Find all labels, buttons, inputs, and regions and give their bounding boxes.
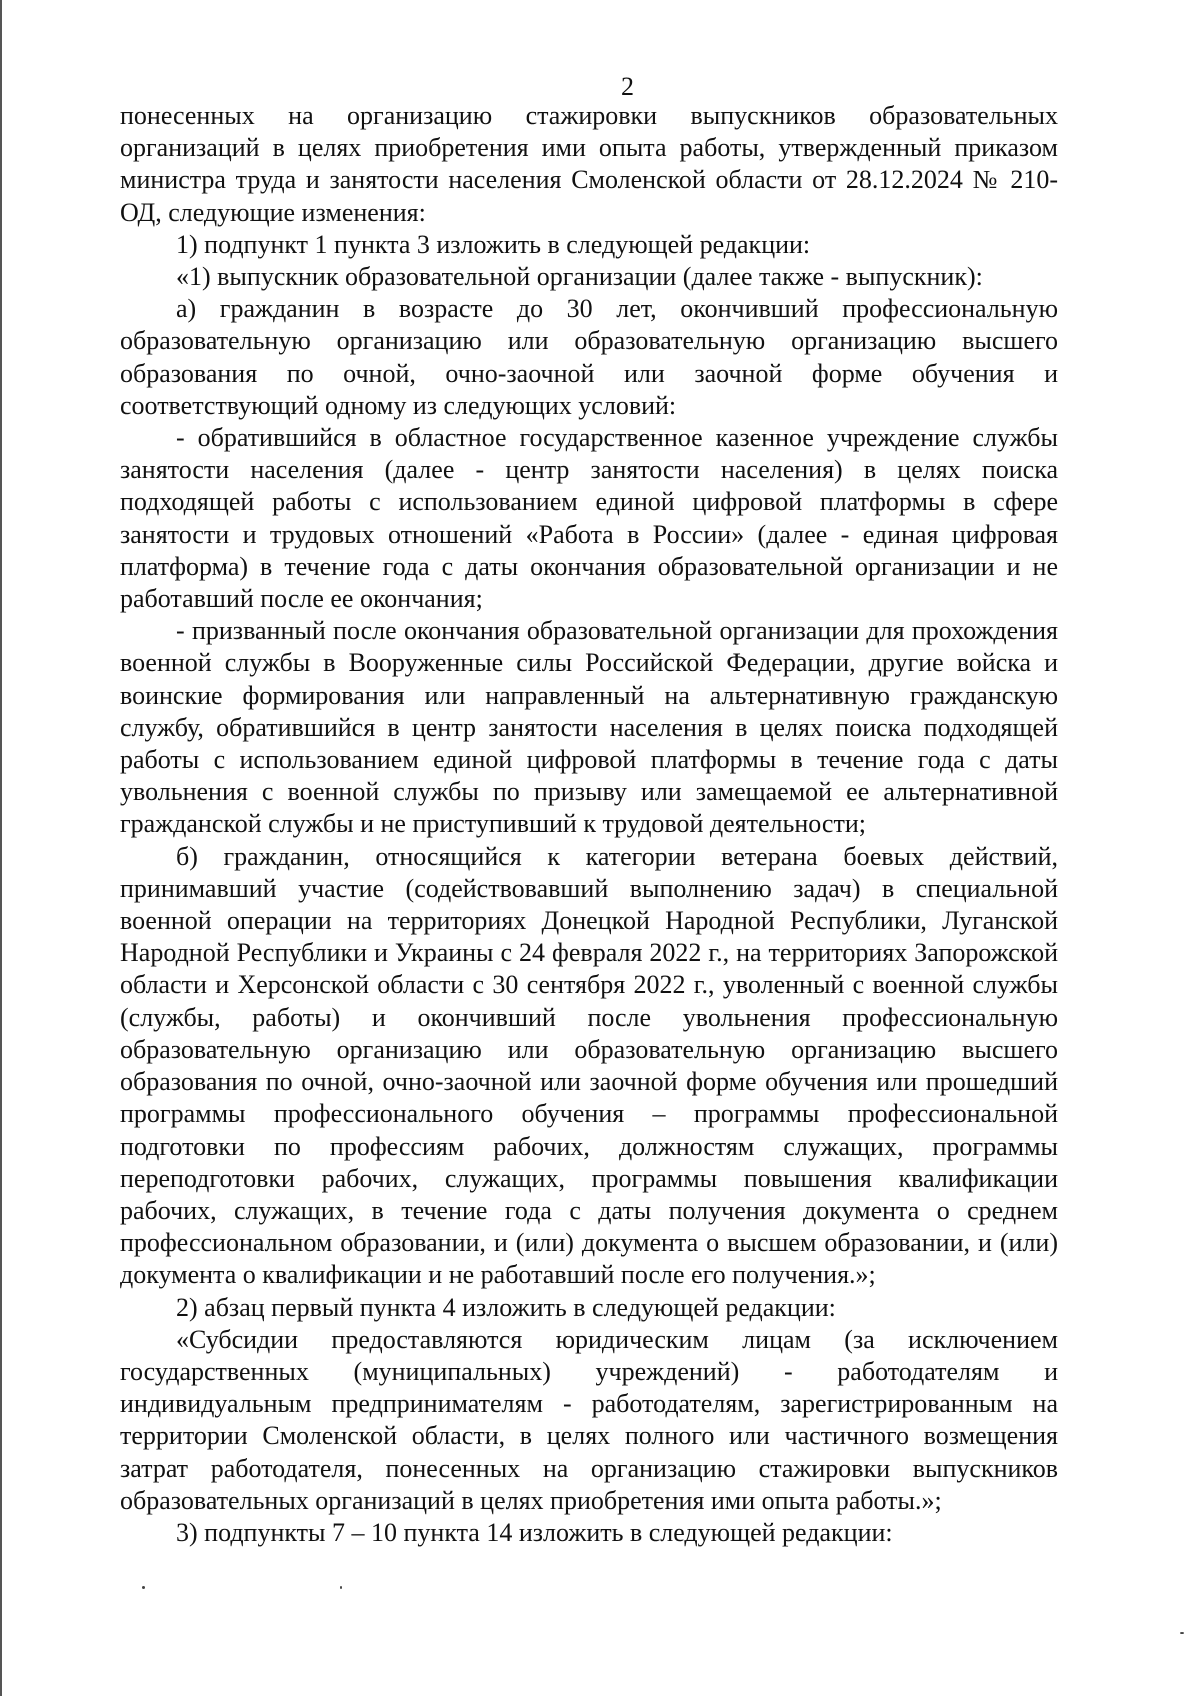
paragraph-quote-subsidies: «Субсидии предоставляются юридическим лицам (за исключением государственных (муниципальных) учреждений) - работодателям и индивидуальным предпринимателям - работодателям, зарегистрированным на территории Смоленской области, в целях полного или частичного возмещения затрат работодателя, понесенных на организацию стажировки выпускников образовательных организаций в целях приобретения ими опыта работы.»; [120,1324,1058,1515]
paragraph-subitem-1: «1) выпускник образовательной организации (далее также - выпускник): [176,262,983,292]
document-body [120,100,1058,1549]
paragraph-item-3: 3) подпункты 7 – 10 пункта 14 изложить в следующей редакции: [176,1517,893,1547]
paragraph-item-2: 2) абзац первый пункта 4 изложить в следующей редакции: [176,1292,836,1322]
paragraph-continuation: понесенных на организацию стажировки выпускников образовательных организаций в целях приобретения ими опыта работы, утвержденный приказом министра труда и занятости населения Смоленской области от 28.12.2024 № 210-ОД, следующие изменения: [120,101,1058,227]
paragraph-item-1: 1) подпункт 1 пункта 3 изложить в следующей редакции: [176,229,811,259]
paragraph-dash-2: - призванный после окончания образовательной организации для прохождения военной службы в Вооруженные силы Российской Федерации, другие войска и воинские формирования или направленный на альтернативную гражданскую службу, обратившийся в центр занятости населения в целях поиска подходящей работы с использованием единой цифровой платформы в течение года с даты увольнения с военной службы по призыву или замещаемой ее альтернативной гражданской службы и не приступивший к трудовой деятельности; [120,616,1058,839]
scan-speck [1180,1632,1184,1634]
page-number: 2 [621,72,634,101]
paragraph-subitem-a: а) гражданин в возрасте до 30 лет, окончивший профессиональную образовательную организацию или образовательную организацию высшего образования по очной, очно-заочной или заочной форме обучения и соответствующий одному из следующих условий: [120,294,1058,420]
scan-edge [0,0,2,1696]
paragraph-dash-1: - обратившийся в областное государственное казенное учреждение службы занятости населения (далее - центр занятости населения) в целях поиска подходящей работы с использованием единой цифровой платформы в сфере занятости и трудовых отношений «Работа в России» (далее - единая цифровая платформа) в течение года с даты окончания образовательной организации и не работавший после ее окончания; [120,423,1058,614]
scan-speck [142,1586,145,1589]
paragraph-subitem-b: б) гражданин, относящийся к категории ветерана боевых действий, принимавший участие (содействовавший выполнению задач) в специальной военной операции на территориях Донецкой Народной Республики, Луганской Народной Республики и Украины с 24 февраля 2022 г., на территориях Запорожской области и Херсонской области с 30 сентября 2022 г., уволенный с военной службы (службы, работы) и окончивший после увольнения профессиональную образовательную организацию или образовательную организацию высшего образования по очной, очно-заочной или заочной форме обучения или прошедший программы профессионального обучения – программы профессиональной подготовки по профессиям рабочих, должностям служащих, программы переподготовки рабочих, служащих, программы повышения квалификации рабочих, служащих, в течение года с даты получения документа о среднем профессиональном образовании, и (или) документа о высшем образовании, и (или) документа о квалификации и не работавший после его получения.»; [120,841,1058,1290]
scan-speck [340,1586,342,1589]
